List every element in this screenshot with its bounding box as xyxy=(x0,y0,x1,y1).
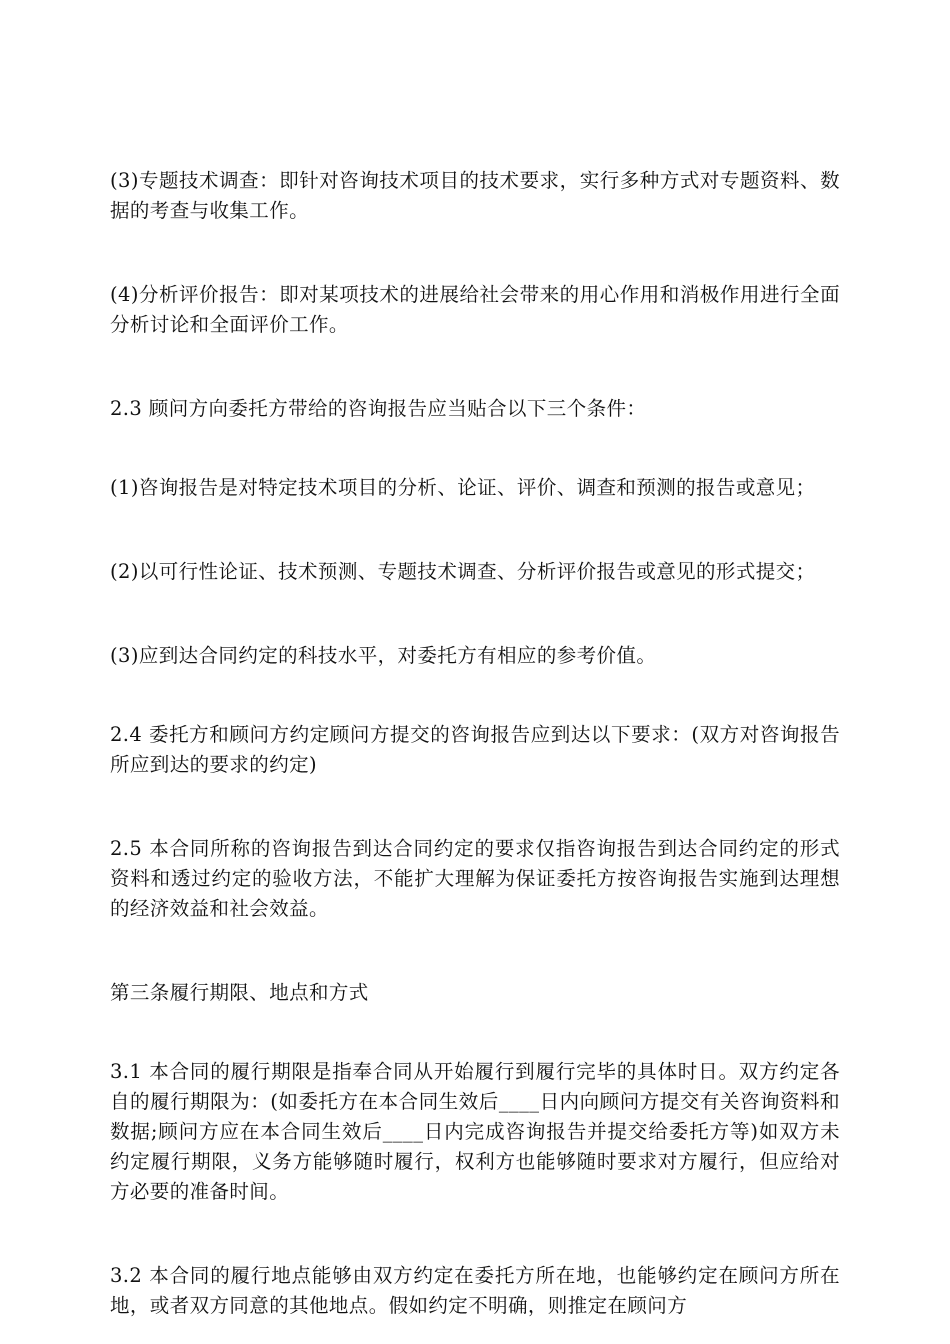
paragraph-condition-3: (3)应到达合同约定的科技水平，对委托方有相应的参考价值。 xyxy=(110,644,657,667)
paragraph-2-5: 2.5 本合同所称的咨询报告到达合同约定的要求仅指咨询报告到达合同约定的形式资料和透过约定的验收方法，不能扩大理解为保证委托方按咨询报告实施到达理想的经济效益和社会效益。 xyxy=(110,837,840,920)
section-heading-article-3: 第三条履行期限、地点和方式 xyxy=(110,981,369,1004)
paragraph-3-2: 3.2 本合同的履行地点能够由双方约定在委托方所在地，也能够约定在顾问方所在地，或者双方同意的其他地点。假如约定不明确，则推定在顾问方 xyxy=(110,1264,840,1317)
paragraph-condition-2: (2)以可行性论证、技术预测、专题技术调查、分析评价报告或意见的形式提交； xyxy=(110,560,816,583)
paragraph-2-3: 2.3 顾问方向委托方带给的咨询报告应当贴合以下三个条件： xyxy=(110,397,647,420)
paragraph-3-1: 3.1 本合同的履行期限是指奉合同从开始履行到履行完毕的具体时日。双方约定各自的履行期限为：(如委托方在本合同生效后____日内向顾问方提交有关咨询资料和数据;顾问方应在本合同生效后____日内完成咨询报告并提交给委托方等)如双方未约定履行期限，义务方能够随时履行，权利方也能够随时要求对方履行，但应给对方必要的准备时间。 xyxy=(110,1060,840,1203)
paragraph-2-4: 2.4 委托方和顾问方约定顾问方提交的咨询报告应到达以下要求：(双方对咨询报告所应到达的要求的约定) xyxy=(110,723,840,776)
paragraph-4-analysis-report: (4)分析评价报告：即对某项技术的进展给社会带来的用心作用和消极作用进行全面分析讨论和全面评价工作。 xyxy=(110,283,840,336)
document-page xyxy=(110,166,840,1321)
paragraph-condition-1: (1)咨询报告是对特定技术项目的分析、论证、评价、调查和预测的报告或意见； xyxy=(110,476,816,499)
paragraph-3-special-survey: (3)专题技术调查：即针对咨询技术项目的技术要求，实行多种方式对专题资料、数据的考查与收集工作。 xyxy=(110,169,840,222)
